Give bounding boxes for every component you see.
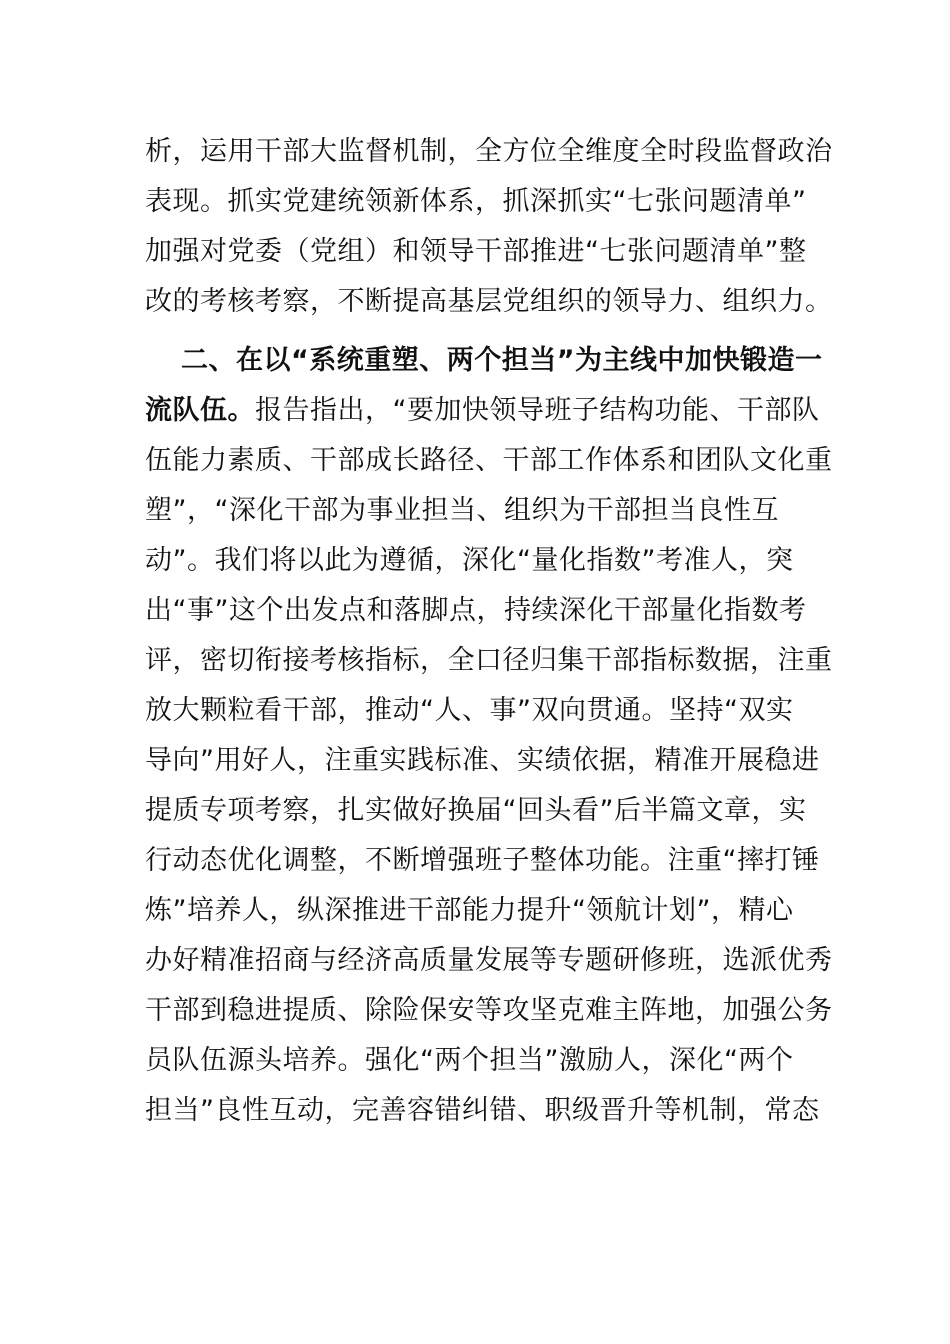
text-line: 表现。抓实党建统领新体系，抓深抓实“七张问题清单” [145, 186, 807, 217]
text-line: 析，运用干部大监督机制，全方位全维度全时段监督政治 [145, 136, 833, 167]
paragraph-team-building [145, 336, 833, 1186]
text-line: 出“事”这个出发点和落脚点，持续深化干部量化指数考 [145, 595, 807, 626]
text-line: 塑”，“深化干部为事业担当、组织为干部担当良性互 [145, 495, 779, 526]
text-line: 炼”培养人，纵深推进干部能力提升“领航计划”，精心 [145, 895, 794, 926]
text-line: 提质专项考察，扎实做好换届“回头看”后半篇文章，实 [145, 795, 807, 826]
text-line: 员队伍源头培养。强化“两个担当”激励人，深化“两个 [145, 1045, 794, 1076]
text-line: 评，密切衔接考核指标，全口径归集干部指标数据，注重 [145, 645, 833, 676]
text-line: 伍能力素质、干部成长路径、干部工作体系和团队文化重 [145, 445, 833, 476]
paragraph-supervision [145, 127, 833, 327]
text-line [145, 386, 820, 436]
section-heading: 二、在以“系统重塑、两个担当”为主线中加快锻造一 [181, 345, 823, 376]
text-line: 办好精准招商与经济高质量发展等专题研修班，选派优秀 [145, 945, 833, 976]
text-line: 加强对党委（党组）和领导干部推进“七张问题清单”整 [145, 236, 807, 267]
text-line: 担当”良性互动，完善容错纠错、职级晋升等机制，常态 [145, 1095, 820, 1126]
text-line: 动”。我们将以此为遵循，深化“量化指数”考准人，突 [145, 545, 794, 576]
text-line: 改的考核考察，不断提高基层党组织的领导力、组织力。 [145, 286, 833, 317]
text-line: 放大颗粒看干部，推动“人、事”双向贯通。坚持“双实 [145, 695, 794, 726]
text-run: 报告指出，“要加快领导班子结构功能、干部队 [255, 395, 820, 426]
text-line: 行动态优化调整，不断增强班子整体功能。注重“摔打锤 [145, 845, 820, 876]
text-line: 导向”用好人，注重实践标准、实绩依据，精准开展稳进 [145, 745, 820, 776]
section-heading-end: 流队伍。 [145, 395, 255, 426]
text-line [145, 1136, 807, 1186]
text-line: 干部到稳进提质、除险保安等攻坚克难主阵地，加强公务 [145, 995, 833, 1026]
